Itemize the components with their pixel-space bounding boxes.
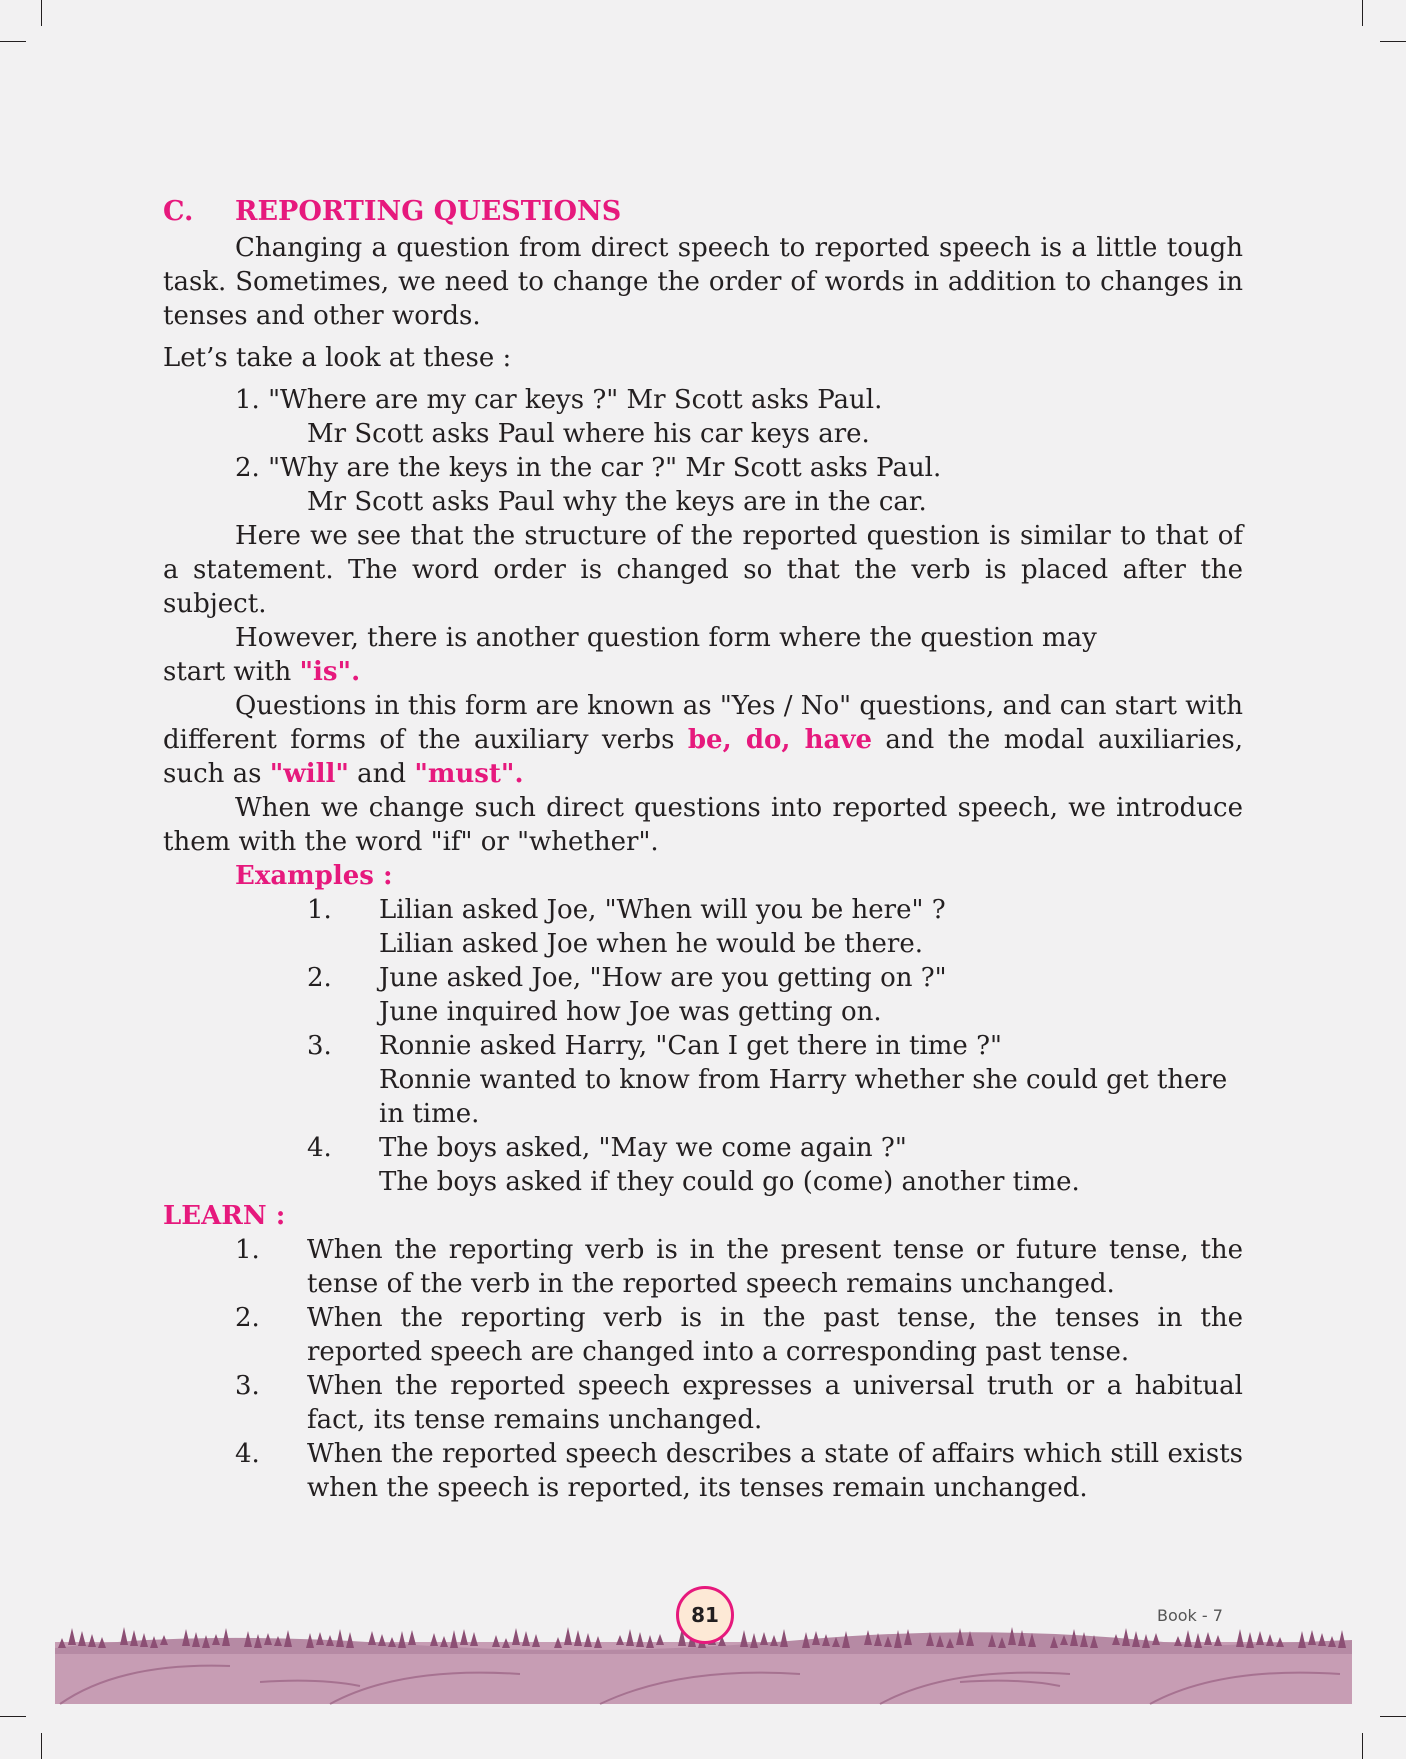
- when-paragraph: When we change such direct questions into reported speech, we introduce them with the word "if" or "whether".: [163, 793, 1243, 857]
- tree-icon: [336, 1629, 344, 1647]
- crop-mark: [0, 1716, 26, 1717]
- section-letter: C.: [163, 196, 194, 227]
- learn-text: When the reported speech expresses a universal truth or a habitual fact, its tense remains unchanged.: [307, 1371, 1243, 1435]
- examples-list: [163, 893, 1243, 1199]
- tree-icon: [130, 1630, 138, 1646]
- learn-number: 4.: [235, 1439, 260, 1469]
- crop-mark: [41, 0, 42, 26]
- tree-icon: [182, 1629, 190, 1646]
- section-heading: [163, 195, 1243, 231]
- tree-icon: [1194, 1633, 1202, 1648]
- tree-icon: [222, 1628, 230, 1646]
- section-title: REPORTING QUESTIONS: [235, 196, 622, 227]
- tree-icon: [656, 1634, 664, 1645]
- tree-icon: [1246, 1632, 1254, 1648]
- learn-text: When the reporting verb is in the present tense or future tense, the tense of the verb in the reported speech remains unchanged.: [307, 1235, 1243, 1299]
- learn-number: 2.: [235, 1303, 260, 1333]
- example-answer: June inquired how Joe was getting on.: [379, 997, 882, 1027]
- tree-icon: [1184, 1630, 1192, 1647]
- tree-icon: [646, 1635, 654, 1648]
- tree-icon: [626, 1629, 634, 1646]
- example-question: Lilian asked Joe, "When will you be here" ?: [379, 895, 946, 925]
- tree-icon: [584, 1633, 592, 1647]
- tree-icon: [316, 1632, 324, 1645]
- tree-icon: [636, 1632, 644, 1647]
- learn-item: [163, 1369, 1243, 1437]
- however-line-2: [163, 655, 1243, 689]
- tree-icon: [740, 1630, 748, 1647]
- tree-icon: [408, 1630, 416, 1645]
- example-number: 3.: [307, 1031, 332, 1061]
- look-examples: [163, 383, 1243, 519]
- page-content: [163, 195, 1243, 1505]
- tree-icon: [532, 1634, 540, 1647]
- example-answer: The boys asked if they could go (come) another time.: [379, 1167, 1080, 1197]
- tree-icon: [460, 1629, 468, 1645]
- tree-icon: [1214, 1635, 1222, 1646]
- tree-icon: [750, 1633, 758, 1648]
- yes-no-text: Questions in this form are known as "Yes / No" questions, and can start with different forms of the auxiliary verbs: [163, 691, 1243, 755]
- learn-item: [163, 1233, 1243, 1301]
- example-item: [163, 893, 1243, 927]
- example-number: 4.: [307, 1133, 332, 1163]
- tree-icon: [1204, 1632, 1212, 1645]
- tree-icon: [430, 1633, 438, 1646]
- however-line: However, there is another question form where the question may: [235, 623, 1097, 653]
- learn-item: [163, 1301, 1243, 1369]
- learn-item: [163, 1437, 1243, 1505]
- example-question: June asked Joe, "How are you getting on ?": [379, 963, 947, 993]
- keyword-will: "will": [269, 759, 349, 789]
- crop-mark: [0, 41, 26, 42]
- tree-icon: [1174, 1636, 1182, 1646]
- yes-no-paragraph: [163, 689, 1243, 791]
- tree-icon: [1152, 1633, 1160, 1645]
- however-text: start with: [163, 657, 292, 687]
- example-item: [163, 1131, 1243, 1165]
- example-item: [163, 961, 1243, 995]
- tree-icon: [564, 1627, 572, 1645]
- tree-icon: [1236, 1629, 1244, 1647]
- tree-icon: [1256, 1631, 1264, 1645]
- example-number: 1.: [307, 895, 332, 925]
- look-question: 1. "Where are my car keys ?" Mr Scott asks Paul.: [235, 385, 883, 415]
- tree-icon: [812, 1631, 820, 1645]
- structure-paragraph: Here we see that the structure of the reported question is similar to that of a statement. The word order is changed so that the verb is placed after the subject.: [163, 521, 1243, 619]
- look-line: Let’s take a look at these :: [163, 343, 512, 373]
- yes-no-text: and: [357, 759, 407, 789]
- tree-icon: [88, 1634, 96, 1647]
- tree-icon: [1122, 1628, 1130, 1646]
- example-number: 2.: [307, 963, 332, 993]
- tree-icon: [398, 1631, 406, 1648]
- tree-icon: [492, 1635, 500, 1647]
- tree-icon: [450, 1630, 458, 1648]
- example-item: [163, 1029, 1243, 1063]
- tree-icon: [68, 1628, 76, 1645]
- crop-mark: [1362, 1733, 1363, 1759]
- keyword-is: "is".: [299, 657, 361, 687]
- tree-icon: [470, 1632, 478, 1646]
- book-label: Book - 7: [1157, 1606, 1223, 1625]
- examples-label: Examples :: [235, 861, 393, 891]
- tree-icon: [378, 1634, 386, 1646]
- tree-icon: [1298, 1631, 1306, 1648]
- learn-number: 1.: [235, 1235, 260, 1265]
- tree-icon: [760, 1632, 768, 1645]
- tree-icon: [78, 1631, 86, 1646]
- page-number: 81: [676, 1586, 734, 1644]
- tree-icon: [346, 1632, 354, 1648]
- example-question: Ronnie asked Harry, "Can I get there in time ?": [379, 1031, 1002, 1061]
- keyword-auxiliaries: be, do, have: [687, 725, 872, 755]
- yes-no-text: and the modal auxiliaries, such as: [163, 725, 1243, 789]
- tree-icon: [780, 1629, 788, 1647]
- tree-icon: [1132, 1631, 1140, 1647]
- tree-icon: [368, 1631, 376, 1645]
- tree-icon: [512, 1628, 520, 1645]
- tree-icon: [770, 1635, 778, 1646]
- tree-icon: [140, 1633, 148, 1647]
- intro-paragraph: Changing a question from direct speech to reported speech is a little tough task. Sometimes, we need to change the order of words in addition to changes in tenses and other words.: [163, 233, 1243, 331]
- example-answer: Lilian asked Joe when he would be there.: [379, 929, 923, 959]
- tree-icon: [440, 1636, 448, 1647]
- tree-icon: [1318, 1633, 1326, 1646]
- crop-mark: [1362, 0, 1363, 26]
- keyword-must: "must".: [414, 759, 524, 789]
- learn-list: [163, 1233, 1243, 1505]
- tree-icon: [616, 1635, 624, 1645]
- tree-icon: [120, 1627, 128, 1645]
- tree-icon: [522, 1631, 530, 1646]
- tree-icon: [1266, 1634, 1274, 1646]
- tree-icon: [574, 1630, 582, 1646]
- look-answer: Mr Scott asks Paul why the keys are in the car.: [307, 487, 927, 517]
- learn-label: LEARN :: [163, 1201, 286, 1231]
- learn-number: 3.: [235, 1371, 260, 1401]
- example-question: The boys asked, "May we come again ?": [379, 1133, 907, 1163]
- tree-icon: [1338, 1630, 1346, 1648]
- learn-text: When the reported speech describes a state of affairs which still exists when the speech is reported, its tenses remain unchanged.: [307, 1439, 1243, 1503]
- learn-text: When the reporting verb is in the past tense, the tenses in the reported speech are changed into a corresponding past tense.: [307, 1303, 1243, 1367]
- example-answer: Ronnie wanted to know from Harry whether she could get there in time.: [379, 1065, 1228, 1129]
- crop-mark: [41, 1733, 42, 1759]
- crop-mark: [1380, 41, 1406, 42]
- tree-icon: [1308, 1630, 1316, 1645]
- look-question: 2. "Why are the keys in the car ?" Mr Scott asks Paul.: [235, 453, 942, 483]
- crop-mark: [1380, 1716, 1406, 1717]
- look-answer: Mr Scott asks Paul where his car keys are.: [307, 419, 870, 449]
